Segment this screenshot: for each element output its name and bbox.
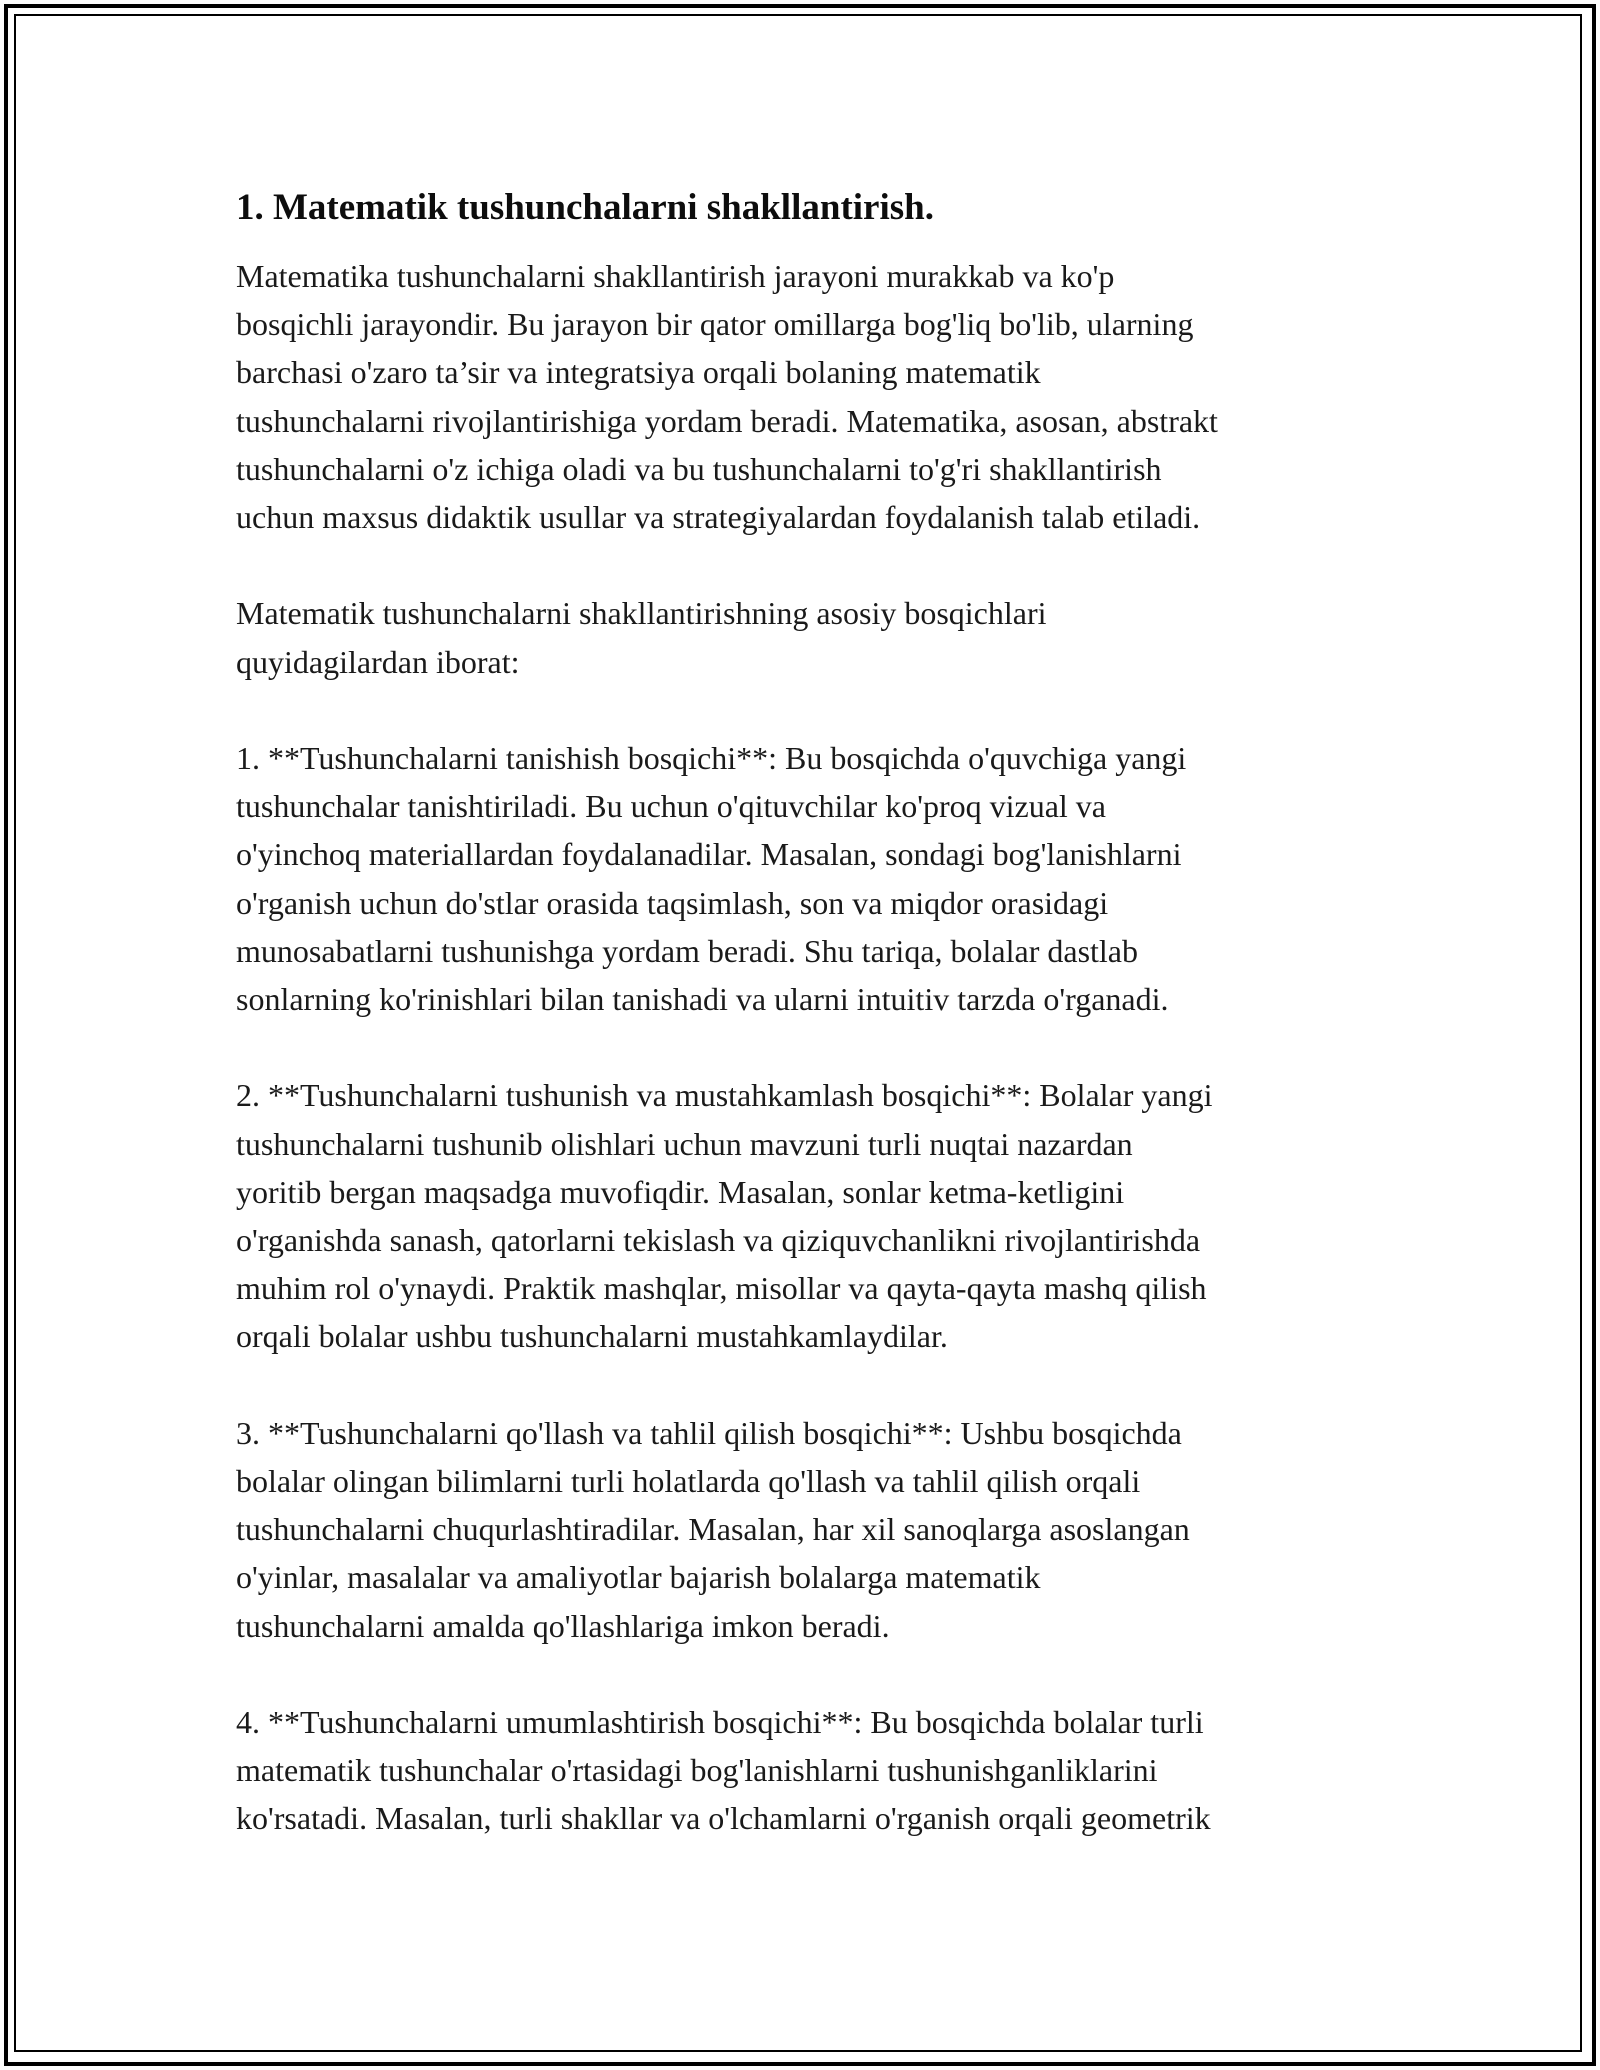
list-item-stage-3: 3. **Tushunchalarni qo'llash va tahlil qilish bosqichi**: Ushbu bosqichda bolalar olingan bilimlarni turli holatlarda qo'llash va tahlil qilish orqali tushunchalarni chuqurlashtiradilar. Masalan, har xil sanoqlarga asoslangan o'yinlar, masalalar va amaliyotlar bajarish bolalarga matematik tushunchalarni amalda qo'llashlariga imkon beradi. [236,1414,1190,1644]
list-item-stage-1: 1. **Tushunchalarni tanishish bosqichi**: Bu bosqichda o'quvchiga yangi tushunchalar tanishtiriladi. Bu uchun o'qituvchilar ko'proq vizual va o'yinchoq materiallardan foydalanadilar. Masalan, sondagi bog'lanishlarni o'rganish uchun do'stlar orasida taqsimlash, son va miqdor orasidagi munosabatlarni tushunishga yordam beradi. Shu tariqa, bolalar dastlab sonlarning ko'rinishlari bilan tanishadi va ularni intuitiv tarzda o'rganadi. [236,740,1187,1018]
paragraph-intro: Matematika tushunchalarni shakllantirish jarayoni murakkab va ko'p bosqichli jarayondir. Bu jarayon bir qator omillarga bog'liq bo'lib, ularning barchasi o'zaro ta’sir va integratsiya orqali bolaning matematik tushunchalarni rivojlantirishiga yordam beradi. Matematika, asosan, abstrakt tushunchalarni o'z ichiga oladi va bu tushunchalarni to'g'ri shakllantirish uchun maxsus didaktik usullar va strategiyalardan foydalanish talab etiladi. [236,258,1218,536]
document-body [236,184,1366,1843]
paragraph-stages-intro: Matematik tushunchalarni shakllantirishning asosiy bosqichlari quyidagilardan iborat: [236,595,1047,680]
section-heading: 1. Matematik tushunchalarni shakllantirish. [236,187,934,228]
list-item-stage-2: 2. **Tushunchalarni tushunish va mustahkamlash bosqichi**: Bolalar yangi tushunchalarni tushunib olishlari uchun mavzuni turli nuqtai nazardan yoritib bergan maqsadga muvofiqdir. Masalan, sonlar ketma-ketligini o'rganishda sanash, qatorlarni tekislash va qiziquvchanlikni rivojlantirishda muhim rol o'ynaydi. Praktik mashqlar, misollar va qayta-qayta mashq qilish orqali bolalar ushbu tushunchalarni mustahkamlaydilar. [236,1077,1213,1355]
list-item-stage-4: 4. **Tushunchalarni umumlashtirish bosqichi**: Bu bosqichda bolalar turli matematik tushunchalar o'rtasidagi bog'lanishlarni tushunishganliklarini ko'rsatadi. Masalan, turli shakllar va o'lchamlarni o'rganish orqali geometrik [236,1704,1211,1837]
